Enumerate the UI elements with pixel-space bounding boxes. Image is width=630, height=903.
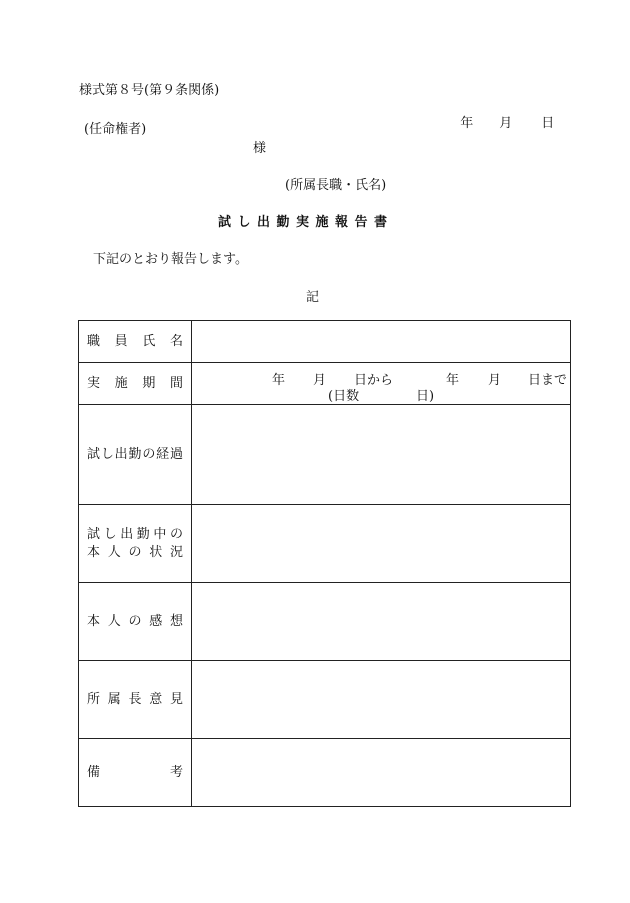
date-month: 月 bbox=[499, 116, 513, 131]
period-month-to: 月 bbox=[488, 373, 502, 388]
date-day: 日 bbox=[541, 116, 555, 131]
period-month-from: 月 bbox=[313, 373, 327, 388]
row-remarks bbox=[79, 739, 571, 807]
label-cell bbox=[79, 321, 192, 363]
value-cell[interactable] bbox=[192, 661, 571, 739]
date-year: 年 bbox=[460, 116, 474, 131]
row-impressions bbox=[79, 583, 571, 661]
label-cell bbox=[79, 505, 192, 583]
row-label: 実施期間 bbox=[87, 375, 183, 391]
value-cell[interactable] bbox=[192, 405, 571, 505]
label-cell bbox=[79, 661, 192, 739]
row-label-line2: 本人の状況 bbox=[87, 544, 183, 560]
value-cell[interactable] bbox=[192, 739, 571, 807]
appointer-label: (任命権者) bbox=[84, 122, 147, 137]
period-year-from: 年 bbox=[272, 373, 286, 388]
date-line bbox=[452, 97, 554, 131]
report-table bbox=[78, 320, 571, 807]
value-cell[interactable] bbox=[192, 505, 571, 583]
period-day-to: 日まで bbox=[528, 373, 568, 388]
label-cell bbox=[79, 739, 192, 807]
value-cell[interactable] bbox=[192, 583, 571, 661]
row-label: 試し出勤の経過 bbox=[87, 446, 183, 462]
row-label-line1: 試し出勤中の bbox=[87, 526, 183, 542]
document-title: 試し出勤実施報告書 bbox=[218, 215, 394, 230]
period-day-from: 日から bbox=[354, 373, 394, 388]
row-supervisor-opinion bbox=[79, 661, 571, 739]
label-cell bbox=[79, 405, 192, 505]
row-progress bbox=[79, 405, 571, 505]
row-condition bbox=[79, 505, 571, 583]
period-days-close: 日) bbox=[416, 389, 435, 404]
honorific: 様 bbox=[253, 141, 267, 156]
intro-text: 下記のとおり報告します。 bbox=[93, 252, 248, 267]
value-cell[interactable] bbox=[192, 321, 571, 363]
row-employee-name bbox=[79, 321, 571, 363]
row-label: 職員氏名 bbox=[87, 333, 183, 349]
form-number: 様式第８号(第９条関係) bbox=[79, 83, 220, 98]
row-label: 本人の感想 bbox=[87, 613, 183, 629]
period-days-open: (日数 bbox=[328, 389, 360, 404]
period-cell[interactable] bbox=[192, 363, 571, 405]
period-year-to: 年 bbox=[446, 373, 460, 388]
label-cell bbox=[79, 583, 192, 661]
row-period bbox=[79, 363, 571, 405]
reporter-label: (所属長職・氏名) bbox=[285, 178, 387, 193]
row-label: 備考 bbox=[87, 764, 183, 780]
row-label: 所属長意見 bbox=[87, 691, 183, 707]
label-cell bbox=[79, 363, 192, 405]
ki-heading: 記 bbox=[306, 290, 320, 305]
